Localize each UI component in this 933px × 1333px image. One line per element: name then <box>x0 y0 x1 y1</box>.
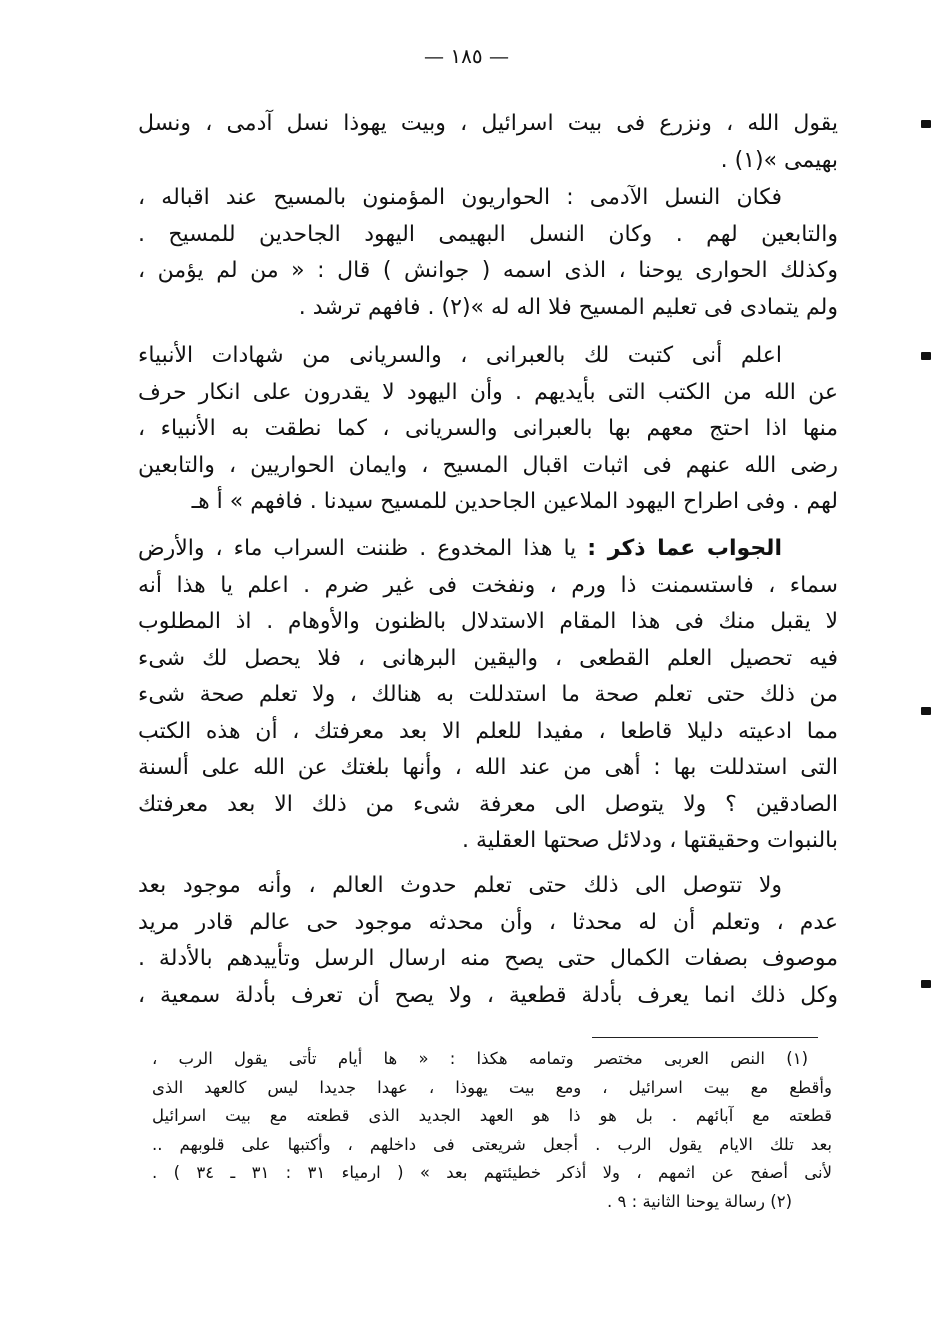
text-line: موصوف بصفات الكمال حتى يصح منه ارسال الرسل وتأييدهم بالأدلة . <box>138 946 838 971</box>
text-line: ولم يتمادى فى تعليم المسيح فلا اله له »(٢) . فافهم ترشد . <box>298 294 838 320</box>
paragraph-2 <box>138 180 838 326</box>
text-line: سماء ، فاستسمنت ذا ورم ، ونفخت فى غير ضرم . اعلم يا هذا أنه <box>138 572 838 598</box>
text-line: اعلم أنى كتبت لك بالعبرانى ، والسريانى من شهادات الأنبياء <box>138 343 782 368</box>
text-line: مما ادعيته دليلا قاطعا ، مفيدا للعلم الا بعد معرفتك ، أن هذه الكتب <box>138 718 838 744</box>
margin-mark <box>921 120 931 128</box>
margin-mark <box>921 707 931 715</box>
footnote-line: لأنى أصفح عن اثمهم ، ولا أذكر خطيئتهم بعد » ( ارمياء ٣١ : ٣١ ـ ٣٤ ) . <box>152 1163 832 1182</box>
text-line: فكان النسل الآدمى : الحواريون المؤمنون بالمسيح عند اقباله ، <box>138 185 782 210</box>
text-line: الصادقين ؟ ولا يتوصل الى معرفة شىء من ذلك الا بعد معرفتك <box>138 791 838 817</box>
margin-mark <box>921 352 931 360</box>
text-line: من ذلك حتى تعلم صحة ما استدللت به هنالك ، ولا تعلم صحة شىء <box>138 682 838 707</box>
text-line: لهم . وفى اطراح اليهود الملاعين الجاحدين للمسيح سيدنا . فافهم » أ هـ <box>191 489 838 514</box>
paragraph-1 <box>138 106 838 179</box>
text-line: يقول الله ، ونزرع فى بيت اسرائيل ، وبيت يهوذا نسل آدمى ، ونسل <box>138 111 838 136</box>
answer-first-line: يا هذا المخدوع . ظننت السراب ماء ، والأرض <box>138 536 588 561</box>
text-line: والتابعين لهم . وكان النسل البهيمى اليهود الجاحدين للمسيح . <box>138 221 838 247</box>
footnote-line: (١) النص العربى مختصر وتمامه هكذا : « ها أيام تأتى يقول الرب ، <box>152 1049 808 1068</box>
footnotes <box>152 1045 832 1216</box>
paragraph-5 <box>138 868 838 1014</box>
answer-heading: الجواب عما ذكر : <box>587 536 782 561</box>
answer-paragraph <box>138 531 838 860</box>
footnote-line: قطعته مع آبائهم . بل هو ذا هو العهد الجديد الذى قطعته مع بيت اسرائيل <box>152 1106 832 1125</box>
text-line: ولا تتوصل الى ذلك حتى تعلم حدوث العالم ، وأنه موجود بعد <box>138 873 782 898</box>
text-line: وكذلك الحوارى يوحنا ، الذى اسمه ( جوانش ) قال : « من لم يؤمن ، <box>138 258 838 283</box>
footnote-line: وأقطع مع بيت اسرائيل ، ومع بيت يهوذا ، عهدا جديدا ليس كالعهد الذى <box>152 1077 832 1097</box>
text-line: بالنبوات وحقيقتها ، ودلائل صحتها العقلية . <box>461 828 838 853</box>
footnote-line: (٢) رسالة يوحنا الثانية : ٩ . <box>607 1191 792 1211</box>
text-line: عدم ، وتعلم أن له محدثا ، وأن محدثه موجود حى عالم قادر مريد <box>138 909 838 935</box>
footnote-line: بعد تلك الايام يقول الرب . أجعل شريعتى فى داخلهم ، وأكتبها على قلوبهم .. <box>152 1134 832 1154</box>
text-line: التى استدللت بها : أهى من عند الله ، وأنها بلغتك عن الله على ألسنة <box>138 755 838 780</box>
margin-mark <box>921 980 931 988</box>
text-line: فيه تحصيل العلم القطعى ، واليقين البرهانى ، فلا يحصل لك شىء <box>138 645 838 671</box>
paragraph-3 <box>138 338 838 521</box>
text-line: رضى الله عنهم فى اثبات اقبال المسيح ، وايمان الحواريين ، والتابعين <box>138 452 838 478</box>
text-line: منها اذا احتج معهم بها بالعبرانى والسريانى ، كما نطقت به الأنبياء ، <box>138 416 838 441</box>
text-line: وكل ذلك انما يعرف بأدلة قطعية ، ولا يصح أن تعرف بأدلة سمعية ، <box>138 982 838 1008</box>
text-line: عن الله من الكتب التى بأيديهم . وأن اليهود لا يقدرون على انكار حرف <box>138 379 838 405</box>
page-number: — ١٨٥ — <box>424 44 509 68</box>
text-line <box>138 531 838 568</box>
text-line: بهيمى »(١) . <box>720 147 838 173</box>
text-line: لا يقبل منك فى هذا المقام الاستدلال بالظنون والأوهام . اذ المطلوب <box>138 609 838 634</box>
footnote-divider <box>592 1037 818 1038</box>
